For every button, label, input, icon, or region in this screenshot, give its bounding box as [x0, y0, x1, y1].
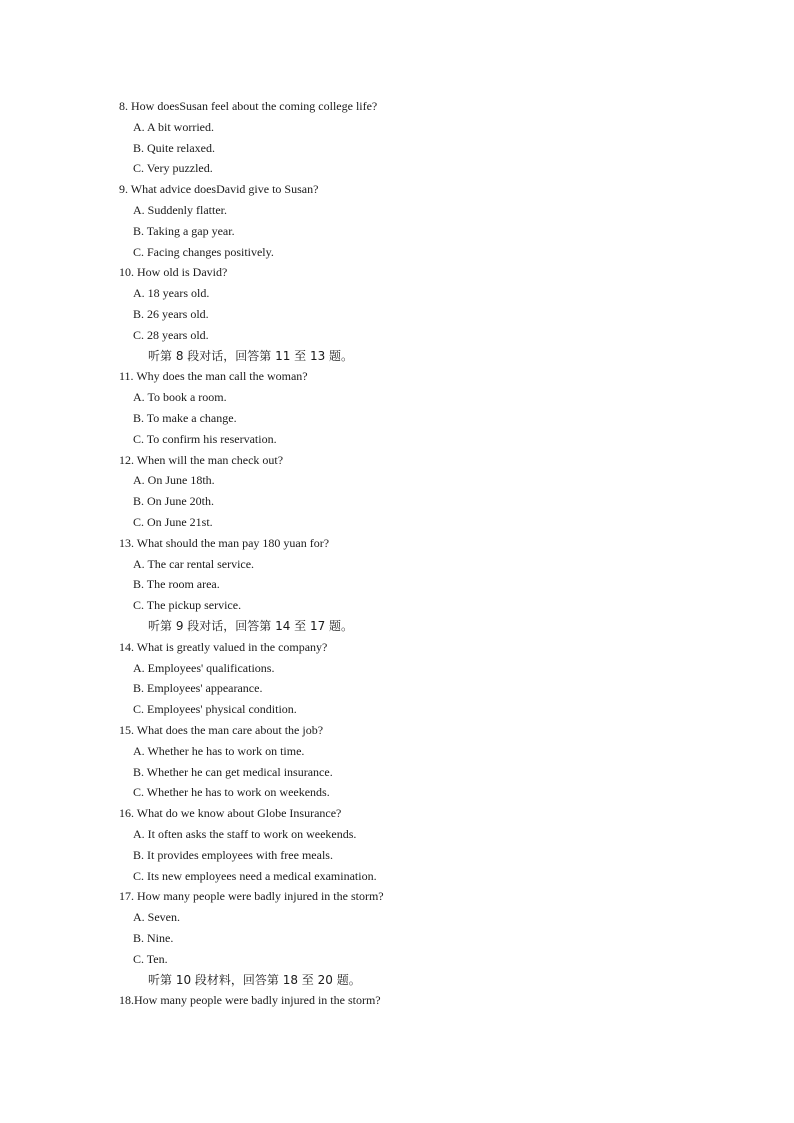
- answer-option: C. Employees' physical condition.: [133, 702, 297, 717]
- answer-option: A. 18 years old.: [133, 286, 210, 301]
- answer-option: C. Its new employees need a medical examination.: [133, 868, 377, 883]
- answer-option: A. To book a room.: [133, 390, 227, 405]
- answer-option: C. 28 years old.: [133, 327, 209, 342]
- answer-option: C. Very puzzled.: [133, 161, 213, 176]
- answer-option: B. It provides employees with free meals.: [133, 847, 333, 862]
- answer-option: A. On June 18th.: [133, 473, 215, 488]
- answer-option: A. Suddenly flatter.: [133, 203, 227, 217]
- question-line: 16. What do we know about Globe Insurance?: [119, 806, 342, 821]
- answer-option: C. Whether he has to work on weekends.: [133, 785, 330, 800]
- answer-option: A. Seven.: [133, 910, 180, 925]
- answer-option: B. The room area.: [133, 577, 220, 592]
- answer-option: C. To confirm his reservation.: [133, 431, 277, 446]
- answer-option: A. Whether he has to work on time.: [133, 743, 305, 758]
- answer-option: C. On June 21st.: [133, 515, 213, 529]
- section-instruction: 听第 8 段对话，回答第 11 至 13 题。: [148, 348, 354, 363]
- answer-option: C. Ten.: [133, 951, 168, 966]
- answer-option: A. It often asks the staff to work on weekends.: [133, 827, 357, 841]
- answer-option: B. Whether he can get medical insurance.: [133, 764, 333, 779]
- section-instruction: 听第 10 段材料，回答第 18 至 20 题。: [148, 972, 361, 987]
- answer-option: C. Facing changes positively.: [133, 244, 274, 259]
- answer-option: B. Quite relaxed.: [133, 140, 215, 155]
- question-line: 13. What should the man pay 180 yuan for?: [119, 535, 330, 550]
- answer-option: A. Employees' qualifications.: [133, 660, 275, 675]
- answer-option: A. The car rental service.: [133, 556, 255, 571]
- answer-option: A. A bit worried.: [133, 119, 214, 134]
- question-line: 14. What is greatly valued in the company?: [119, 639, 328, 654]
- answer-option: B. To make a change.: [133, 411, 237, 425]
- question-line: 18.How many people were badly injured in the storm?: [119, 993, 381, 1008]
- question-line: 11. Why does the man call the woman?: [119, 369, 308, 384]
- answer-option: B. Employees' appearance.: [133, 681, 263, 696]
- question-line: 12. When will the man check out?: [119, 452, 284, 467]
- answer-option: B. Taking a gap year.: [133, 223, 235, 238]
- answer-option: C. The pickup service.: [133, 598, 242, 613]
- question-line: 17. How many people were badly injured in the storm?: [119, 889, 384, 904]
- question-line: 10. How old is David?: [119, 265, 228, 280]
- answer-option: B. 26 years old.: [133, 307, 209, 321]
- answer-option: B. Nine.: [133, 931, 174, 945]
- question-line: 8. How doesSusan feel about the coming college life?: [119, 99, 378, 113]
- question-line: 9. What advice doesDavid give to Susan?: [119, 182, 319, 197]
- section-instruction: 听第 9 段对话，回答第 14 至 17 题。: [148, 619, 354, 633]
- answer-option: B. On June 20th.: [133, 494, 214, 509]
- question-line: 15. What does the man care about the job?: [119, 723, 324, 737]
